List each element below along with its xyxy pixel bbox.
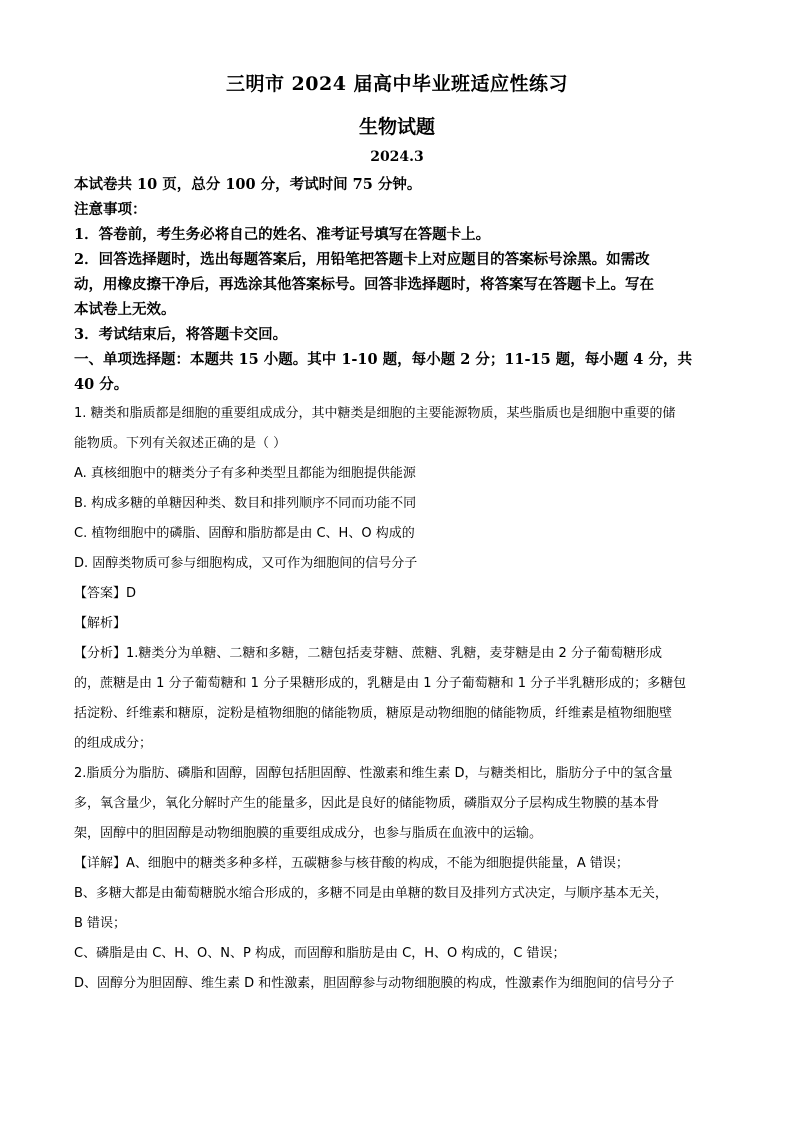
document-body — [74, 172, 724, 999]
detail-line: C、磷脂是由 C、H、O、N、P 构成，而固醇和脂肪是由 C，H、O 构成的，C 错误； — [74, 946, 566, 961]
detail-line: B、多糖大都是由葡萄糖脱水缩合形成的，多糖不同是由单糖的数目及排列方式决定，与顺序基本无关， — [74, 886, 668, 901]
analysis-line: 的组成成分； — [74, 736, 153, 751]
option-b: B. 构成多糖的单糖因种类、数目和排列顺序不同而功能不同 — [74, 496, 417, 511]
notice-item: 本试卷上无效。 — [74, 301, 176, 318]
exam-subject: 生物试题 — [358, 116, 435, 138]
detail-line: 【详解】A、细胞中的糖类多种多样，五碳糖参与核苷酸的构成，不能为细胞提供能量，A 错误； — [74, 856, 629, 871]
detail-line: D、固醇分为胆固醇、维生素 D 和性激素，胆固醇参与动物细胞膜的构成，性激素作为细胞间的信号分子 — [74, 976, 675, 991]
analysis-line: 多，氧含量少，氧化分解时产生的能量多，因此是良好的储能物质，磷脂双分子层构成生物膜的基本骨 — [74, 796, 660, 811]
section-one-heading — [74, 347, 724, 397]
question-1 — [74, 399, 724, 999]
answer-line: 【答案】D — [74, 586, 137, 601]
analysis-heading: 【解析】 — [74, 616, 127, 631]
exam-summary: 本试卷共 10 页，总分 100 分，考试时间 75 分钟。 — [74, 176, 422, 193]
question-stem-line: 1. 糖类和脂质都是细胞的重要组成成分，其中糖类是细胞的主要能源物质，某些脂质也是细胞中重要的储 — [74, 406, 676, 421]
instructions-block — [74, 172, 724, 347]
exam-date: 2024.3 — [370, 149, 424, 165]
option-a: A. 真核细胞中的糖类分子有多种类型且都能为细胞提供能源 — [74, 466, 416, 481]
analysis-line: 2.脂质分为脂肪、磷脂和固醇，固醇包括胆固醇、性激素和维生素 D，与糖类相比，脂肪分子中的氢含量 — [74, 766, 673, 781]
analysis-line: 括淀粉、纤维素和糖原，淀粉是植物细胞的储能物质，糖原是动物细胞的储能物质，纤维素是植物细胞壁 — [74, 706, 673, 721]
question-stem-line: 能物质。下列有关叙述正确的是（ ） — [74, 436, 287, 451]
notice-heading: 注意事项： — [74, 201, 147, 218]
analysis-line: 的，蔗糖是由 1 分子葡萄糖和 1 分子果糖形成的，乳糖是由 1 分子葡萄糖和 1 分子半乳糖形成的；多糖包 — [74, 676, 687, 691]
option-c: C. 植物细胞中的磷脂、固醇和脂肪都是由 C、H、O 构成的 — [74, 526, 415, 541]
notice-item: 动，用橡皮擦干净后，再选涂其他答案标号。回答非选择题时，将答案写在答题卡上。写在 — [74, 276, 654, 293]
analysis-line: 【分析】1.糖类分为单糖、二糖和多糖，二糖包括麦芽糖、蔗糖、乳糖，麦芽糖是由 2 分子葡萄糖形成 — [74, 646, 662, 661]
notice-item: 3．考试结束后，将答题卡交回。 — [74, 326, 288, 343]
notice-item: 2．回答选择题时，选出每题答案后，用铅笔把答题卡上对应题目的答案标号涂黑。如需改 — [74, 251, 650, 268]
option-d: D. 固醇类物质可参与细胞构成，又可作为细胞间的信号分子 — [74, 556, 418, 571]
notice-item: 1．答卷前，考生务必将自己的姓名、准考证号填写在答题卡上。 — [74, 226, 491, 243]
section-heading-line: 一、单项选择题：本题共 15 小题。其中 1-10 题，每小题 2 分；11-15 题，每小题 4 分，共 — [74, 351, 692, 368]
section-heading-line: 40 分。 — [74, 376, 129, 393]
exam-title: 三明市 2024 届高中毕业班适应性练习 — [225, 73, 569, 95]
analysis-line: 架，固醇中的胆固醇是动物细胞膜的重要组成成分，也参与脂质在血液中的运输。 — [74, 826, 543, 841]
detail-line: B 错误； — [74, 916, 127, 931]
